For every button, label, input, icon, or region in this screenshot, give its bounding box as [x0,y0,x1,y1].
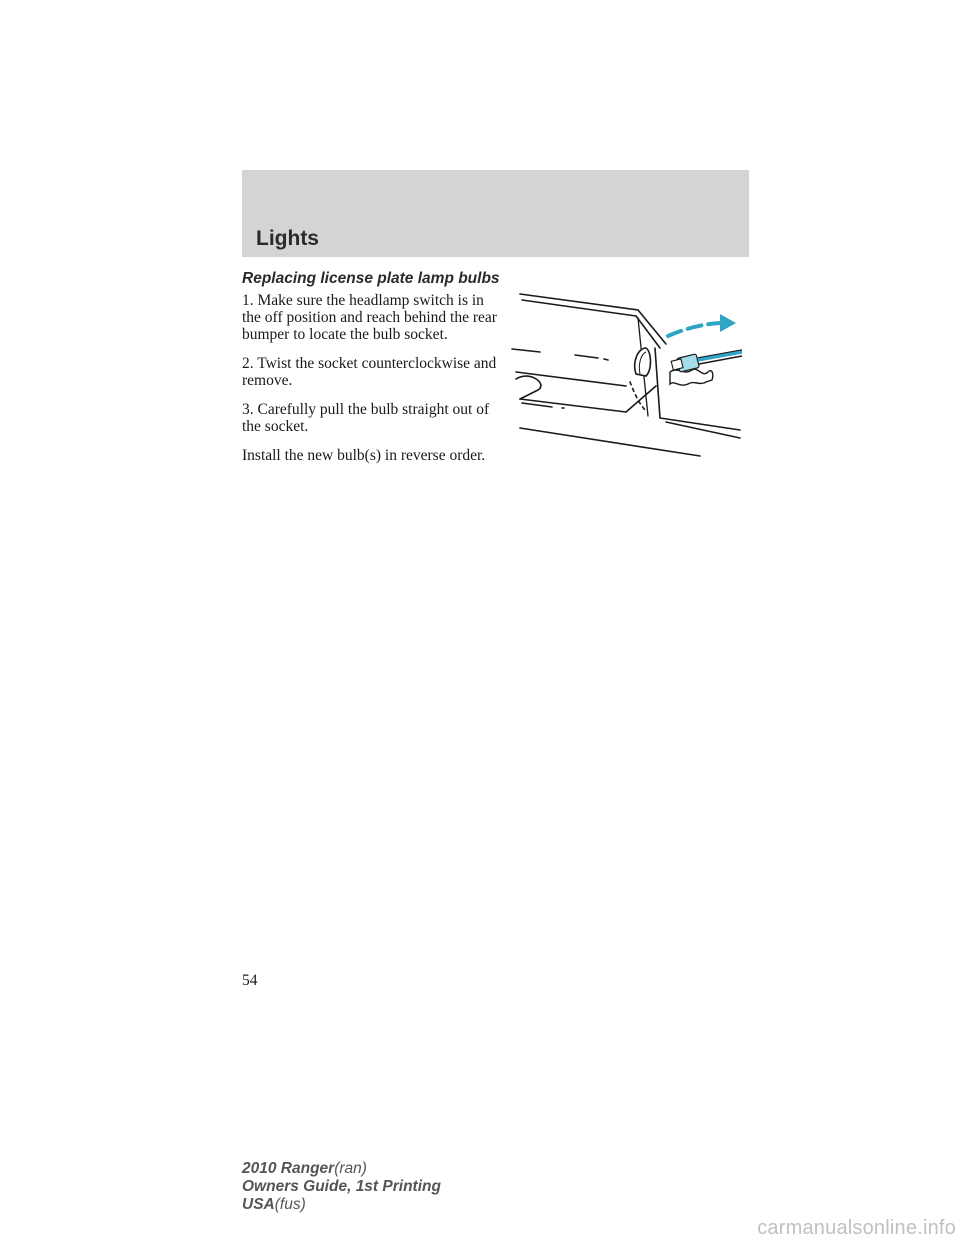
lamp-lens [635,348,651,376]
page-title: Lights [256,227,319,250]
removal-direction-arrow [668,314,736,336]
document-footer [242,1160,441,1214]
page-number: 54 [242,972,258,989]
step-3: 3. Carefully pull the bulb straight out of the socket. [242,401,490,435]
install-note: Install the new bulb(s) in reverse order. [242,447,486,464]
watermark: carmanualsonline.info [757,1217,956,1239]
step-1: 1. Make sure the headlamp switch is in the off position and reach behind the rear bumper to locate the bulb socket. [242,292,497,343]
footer-line-2: Owners Guide, 1st Printing [242,1178,441,1195]
footer-line-1: 2010 Ranger(ran) [242,1160,367,1177]
step-2: 2. Twist the socket counterclockwise and remove. [242,355,497,389]
section-heading: Replacing license plate lamp bulbs [242,270,500,287]
bulb-socket [670,350,742,385]
bulb-removal-illustration [508,288,748,460]
section-header-band [242,170,749,257]
footer-line-3: USA(fus) [242,1196,306,1213]
instructions [242,292,504,476]
